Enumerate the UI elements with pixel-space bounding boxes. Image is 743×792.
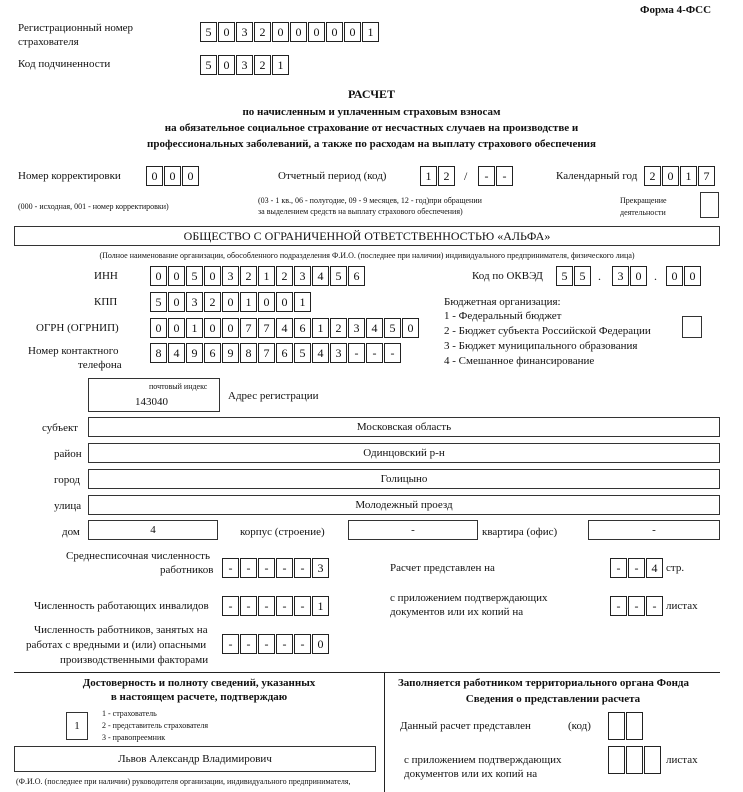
- digit-cell[interactable]: 1: [186, 318, 203, 338]
- kpp-field[interactable]: [150, 292, 312, 312]
- avg-count-label-2: работников: [160, 564, 214, 576]
- pages-label: Расчет представлен на: [390, 562, 495, 574]
- form-title: Форма 4-ФСС: [640, 4, 712, 16]
- region-label: субъект: [42, 422, 78, 434]
- digit-cell[interactable]: 0: [326, 22, 343, 42]
- digit-cell[interactable]: 1: [362, 22, 379, 42]
- digit-cell[interactable]: 0: [146, 166, 163, 186]
- digit-cell[interactable]: 4: [366, 318, 383, 338]
- okved-field-2[interactable]: [612, 266, 648, 286]
- year-label: Календарный год: [556, 170, 638, 182]
- digit-cell[interactable]: 2: [254, 55, 271, 75]
- digit-cell[interactable]: 7: [698, 166, 715, 186]
- budget-code-field[interactable]: [682, 316, 702, 338]
- attach-unit: листах: [666, 600, 698, 612]
- digit-cell[interactable]: 8: [150, 343, 167, 363]
- fund-code-field[interactable]: [608, 712, 644, 740]
- digit-cell[interactable]: -: [222, 558, 239, 578]
- confirm-note: (Ф.И.О. (последнее при наличии) руководителя организации, индивидуального предпринимателя,: [16, 777, 351, 786]
- digit-cell[interactable]: 5: [200, 22, 217, 42]
- avg-count-label: Среднесписочная численность: [66, 550, 211, 562]
- postal-label: почтовый индекс: [149, 382, 208, 391]
- building-label: корпус (строение): [240, 526, 325, 538]
- digit-cell[interactable]: 3: [236, 22, 253, 42]
- region-field[interactable]: Московская область: [88, 417, 720, 437]
- digit-cell[interactable]: -: [258, 596, 275, 616]
- digit-cell[interactable]: -: [628, 558, 645, 578]
- fund-attach-unit: листах: [666, 754, 698, 766]
- district-label: район: [54, 448, 82, 460]
- digit-cell[interactable]: 4: [646, 558, 663, 578]
- street-field[interactable]: Молодежный проезд: [88, 495, 720, 515]
- budget-item-3: 3 - Бюджет муниципального образования: [444, 340, 638, 352]
- digit-cell[interactable]: 0: [168, 266, 185, 286]
- phone-label: Номер контактного: [28, 345, 119, 357]
- hazard-count-label-2: работах с вредными и (или) опасными: [26, 639, 207, 651]
- inn-field[interactable]: [150, 266, 366, 286]
- digit-cell[interactable]: 1: [272, 55, 289, 75]
- digit-cell[interactable]: 3: [312, 558, 329, 578]
- digit-cell[interactable]: 1: [420, 166, 437, 186]
- digit-cell[interactable]: 3: [330, 343, 347, 363]
- digit-cell[interactable]: -: [348, 343, 365, 363]
- digit-cell[interactable]: -: [258, 558, 275, 578]
- digit-cell[interactable]: 0: [630, 266, 647, 286]
- digit-cell[interactable]: 5: [574, 266, 591, 286]
- digit-cell[interactable]: 0: [204, 266, 221, 286]
- correction-label: Номер корректировки: [18, 170, 121, 182]
- digit-cell[interactable]: 2: [240, 266, 257, 286]
- digit-cell[interactable]: 0: [218, 55, 235, 75]
- heading-line2: по начисленным и уплаченным страховым взносам: [242, 106, 501, 118]
- phone-field[interactable]: [150, 343, 402, 363]
- digit-cell[interactable]: 0: [312, 634, 329, 654]
- digit-cell[interactable]: 6: [204, 343, 221, 363]
- city-label: город: [54, 474, 81, 486]
- postal-field[interactable]: [88, 378, 220, 412]
- digit-cell[interactable]: 0: [662, 166, 679, 186]
- digit-cell[interactable]: -: [258, 634, 275, 654]
- phone-label-2: телефона: [78, 359, 122, 371]
- digit-cell[interactable]: 0: [168, 292, 185, 312]
- digit-cell[interactable]: 3: [348, 318, 365, 338]
- pages-field[interactable]: [610, 558, 664, 578]
- digit-cell[interactable]: 3: [294, 266, 311, 286]
- period-note-2: за выделением средств на выплату страхового обеспечения): [258, 207, 463, 216]
- fund-title: Заполняется работником территориального органа Фонда: [398, 677, 689, 689]
- digit-cell[interactable]: 4: [276, 318, 293, 338]
- digit-cell[interactable]: 3: [612, 266, 629, 286]
- address-title: Адрес регистрации: [228, 390, 319, 402]
- budget-item-2: 2 - Бюджет субъекта Российской Федерации: [444, 325, 651, 337]
- digit-cell[interactable]: 0: [164, 166, 181, 186]
- digit-cell[interactable]: -: [496, 166, 513, 186]
- digit-cell[interactable]: 7: [258, 318, 275, 338]
- digit-cell[interactable]: 5: [294, 343, 311, 363]
- confirm-option-1: 1 - страхователь: [102, 709, 157, 718]
- digit-cell[interactable]: 6: [348, 266, 365, 286]
- digit-cell[interactable]: -: [276, 596, 293, 616]
- attach-label-2: документов или их копий на: [390, 606, 524, 618]
- digit-cell[interactable]: 3: [186, 292, 203, 312]
- digit-cell[interactable]: 0: [150, 318, 167, 338]
- termination-label: Прекращение: [620, 196, 667, 205]
- sub-code-label: Код подчиненности: [18, 58, 111, 70]
- digit-cell[interactable]: 0: [402, 318, 419, 338]
- pages-unit: стр.: [666, 562, 685, 574]
- building-field[interactable]: -: [348, 520, 478, 540]
- street-label: улица: [54, 500, 82, 512]
- digit-cell[interactable]: 5: [150, 292, 167, 312]
- period-note-1: (03 - 1 кв., 06 - полугодие, 09 - 9 месяцев, 12 - год)при обращении: [258, 196, 482, 205]
- reg-number-label: Регистрационный номер: [18, 22, 134, 34]
- digit-cell[interactable]: 0: [308, 22, 325, 42]
- inn-label: ИНН: [94, 270, 118, 282]
- hazard-count-field[interactable]: [222, 634, 330, 654]
- fund-submitted-label: Данный расчет представлен: [400, 720, 531, 732]
- digit-cell[interactable]: 0: [168, 318, 185, 338]
- house-label: дом: [62, 526, 80, 538]
- confirm-code-field[interactable]: 1: [66, 712, 88, 740]
- city-field[interactable]: Голицыно: [88, 469, 720, 489]
- digit-cell[interactable]: -: [276, 558, 293, 578]
- digit-cell[interactable]: -: [610, 596, 627, 616]
- digit-cell[interactable]: -: [222, 596, 239, 616]
- digit-cell[interactable]: -: [478, 166, 495, 186]
- digit-cell[interactable]: 6: [294, 318, 311, 338]
- digit-cell[interactable]: 1: [240, 292, 257, 312]
- hazard-count-label-3: производственными факторами: [60, 654, 209, 666]
- confirm-option-3: 3 - правопреемник: [102, 733, 166, 742]
- digit-cell[interactable]: 5: [330, 266, 347, 286]
- digit-cell[interactable]: [626, 712, 643, 740]
- digit-cell[interactable]: 6: [276, 343, 293, 363]
- kpp-label: КПП: [94, 296, 118, 308]
- digit-cell[interactable]: -: [222, 634, 239, 654]
- budget-item-1: 1 - Федеральный бюджет: [444, 310, 562, 322]
- okved-dot-2: .: [654, 269, 657, 283]
- okved-label: Код по ОКВЭД: [472, 270, 543, 282]
- house-field[interactable]: 4: [88, 520, 218, 540]
- sub-code-field[interactable]: [200, 55, 290, 75]
- digit-cell[interactable]: 9: [186, 343, 203, 363]
- correction-note: (000 - исходная, 001 - номер корректировки): [18, 202, 169, 211]
- correction-field[interactable]: [146, 166, 200, 186]
- digit-cell[interactable]: 5: [384, 318, 401, 338]
- termination-label-2: деятельности: [620, 208, 666, 217]
- year-field[interactable]: [644, 166, 716, 186]
- attach-field[interactable]: [610, 596, 664, 616]
- digit-cell[interactable]: 8: [240, 343, 257, 363]
- digit-cell[interactable]: 0: [258, 292, 275, 312]
- heading-title: РАСЧЕТ: [347, 87, 396, 101]
- digit-cell[interactable]: 0: [276, 292, 293, 312]
- digit-cell[interactable]: 0: [222, 292, 239, 312]
- bottom-divider: [14, 672, 720, 673]
- bottom-vertical-divider: [384, 672, 385, 792]
- termination-checkbox[interactable]: [700, 192, 719, 218]
- digit-cell[interactable]: -: [628, 596, 645, 616]
- district-field[interactable]: Одинцовский р-н: [88, 443, 720, 463]
- disabled-count-field[interactable]: [222, 596, 330, 616]
- digit-cell[interactable]: [644, 746, 661, 774]
- digit-cell[interactable]: 2: [438, 166, 455, 186]
- period-slash: /: [464, 169, 468, 183]
- digit-cell[interactable]: -: [240, 558, 257, 578]
- digit-cell[interactable]: 4: [168, 343, 185, 363]
- digit-cell[interactable]: 0: [290, 22, 307, 42]
- reg-number-label-2: страхователя: [18, 36, 79, 48]
- ogrn-field[interactable]: [150, 318, 420, 338]
- digit-cell[interactable]: 2: [644, 166, 661, 186]
- okved-field-1[interactable]: [556, 266, 592, 286]
- digit-cell[interactable]: [626, 746, 643, 774]
- period-label: Отчетный период (код): [278, 170, 387, 182]
- digit-cell[interactable]: 2: [276, 266, 293, 286]
- attach-label: с приложением подтверждающих: [390, 592, 548, 604]
- digit-cell[interactable]: -: [646, 596, 663, 616]
- apt-field[interactable]: -: [588, 520, 720, 540]
- digit-cell[interactable]: 1: [258, 266, 275, 286]
- confirm-person-field[interactable]: Львов Александр Владимирович: [14, 746, 376, 772]
- postal-value: 143040: [135, 396, 168, 408]
- digit-cell[interactable]: 0: [684, 266, 701, 286]
- digit-cell[interactable]: -: [610, 558, 627, 578]
- digit-cell[interactable]: 5: [200, 55, 217, 75]
- disabled-count-label: Численность работающих инвалидов: [34, 600, 209, 612]
- heading-line4: профессиональных заболеваний, а также по расходам на выплату страхового обеспечения: [147, 138, 596, 150]
- digit-cell[interactable]: 5: [186, 266, 203, 286]
- hazard-count-label: Численность работников, занятых на: [34, 624, 208, 636]
- digit-cell[interactable]: 4: [312, 266, 329, 286]
- budget-title: Бюджетная организация:: [444, 296, 561, 308]
- reg-number-field[interactable]: [200, 22, 380, 42]
- digit-cell[interactable]: 0: [666, 266, 683, 286]
- digit-cell[interactable]: 1: [680, 166, 697, 186]
- okved-dot-1: .: [598, 269, 601, 283]
- digit-cell[interactable]: -: [294, 596, 311, 616]
- okved-field-3[interactable]: [666, 266, 702, 286]
- digit-cell[interactable]: -: [366, 343, 383, 363]
- org-note: (Полное наименование организации, обособленного подразделения Ф.И.О. (последнее при наличии) индивидуального предпринимателя, физического лица): [99, 251, 635, 260]
- digit-cell[interactable]: 2: [254, 22, 271, 42]
- fund-title-2: Сведения о представлении расчета: [465, 693, 641, 705]
- period-field-a[interactable]: [420, 166, 456, 186]
- fund-code-label: (код): [568, 720, 591, 732]
- digit-cell[interactable]: -: [276, 634, 293, 654]
- digit-cell[interactable]: 7: [240, 318, 257, 338]
- confirm-title: Достоверность и полноту сведений, указанных: [82, 677, 316, 689]
- confirm-option-2: 2 - представитель страхователя: [102, 721, 209, 730]
- fund-attach-label: с приложением подтверждающих: [404, 754, 562, 766]
- digit-cell[interactable]: 0: [204, 318, 221, 338]
- fund-attach-field[interactable]: [608, 746, 662, 774]
- digit-cell[interactable]: 0: [218, 22, 235, 42]
- digit-cell[interactable]: 0: [344, 22, 361, 42]
- digit-cell[interactable]: -: [240, 634, 257, 654]
- fund-attach-label-2: документов или их копий на: [404, 768, 538, 780]
- digit-cell[interactable]: 3: [236, 55, 253, 75]
- budget-item-4: 4 - Смешанное финансирование: [444, 355, 595, 367]
- digit-cell[interactable]: 0: [182, 166, 199, 186]
- avg-count-field[interactable]: [222, 558, 330, 578]
- heading-line3: на обязательное социальное страхование от несчастных случаев на производстве и: [164, 122, 579, 134]
- digit-cell[interactable]: 1: [312, 318, 329, 338]
- digit-cell[interactable]: 9: [222, 343, 239, 363]
- ogrn-label: ОГРН (ОГРНИП): [36, 322, 119, 334]
- digit-cell[interactable]: [608, 746, 625, 774]
- digit-cell[interactable]: [608, 712, 625, 740]
- apt-label: квартира (офис): [482, 526, 558, 538]
- period-field-b[interactable]: [478, 166, 514, 186]
- digit-cell[interactable]: 4: [312, 343, 329, 363]
- digit-cell[interactable]: 1: [294, 292, 311, 312]
- digit-cell[interactable]: 3: [222, 266, 239, 286]
- digit-cell[interactable]: 0: [222, 318, 239, 338]
- org-name-field[interactable]: ОБЩЕСТВО С ОГРАНИЧЕННОЙ ОТВЕТСТВЕННОСТЬЮ «АЛЬФА»: [14, 226, 720, 246]
- digit-cell[interactable]: -: [294, 634, 311, 654]
- digit-cell[interactable]: 0: [150, 266, 167, 286]
- digit-cell[interactable]: 0: [272, 22, 289, 42]
- digit-cell[interactable]: -: [240, 596, 257, 616]
- confirm-title-2: в настоящем расчете, подтверждаю: [110, 691, 288, 703]
- digit-cell[interactable]: 7: [258, 343, 275, 363]
- digit-cell[interactable]: -: [294, 558, 311, 578]
- digit-cell[interactable]: 2: [204, 292, 221, 312]
- digit-cell[interactable]: 2: [330, 318, 347, 338]
- digit-cell[interactable]: 5: [556, 266, 573, 286]
- digit-cell[interactable]: -: [384, 343, 401, 363]
- digit-cell[interactable]: 1: [312, 596, 329, 616]
